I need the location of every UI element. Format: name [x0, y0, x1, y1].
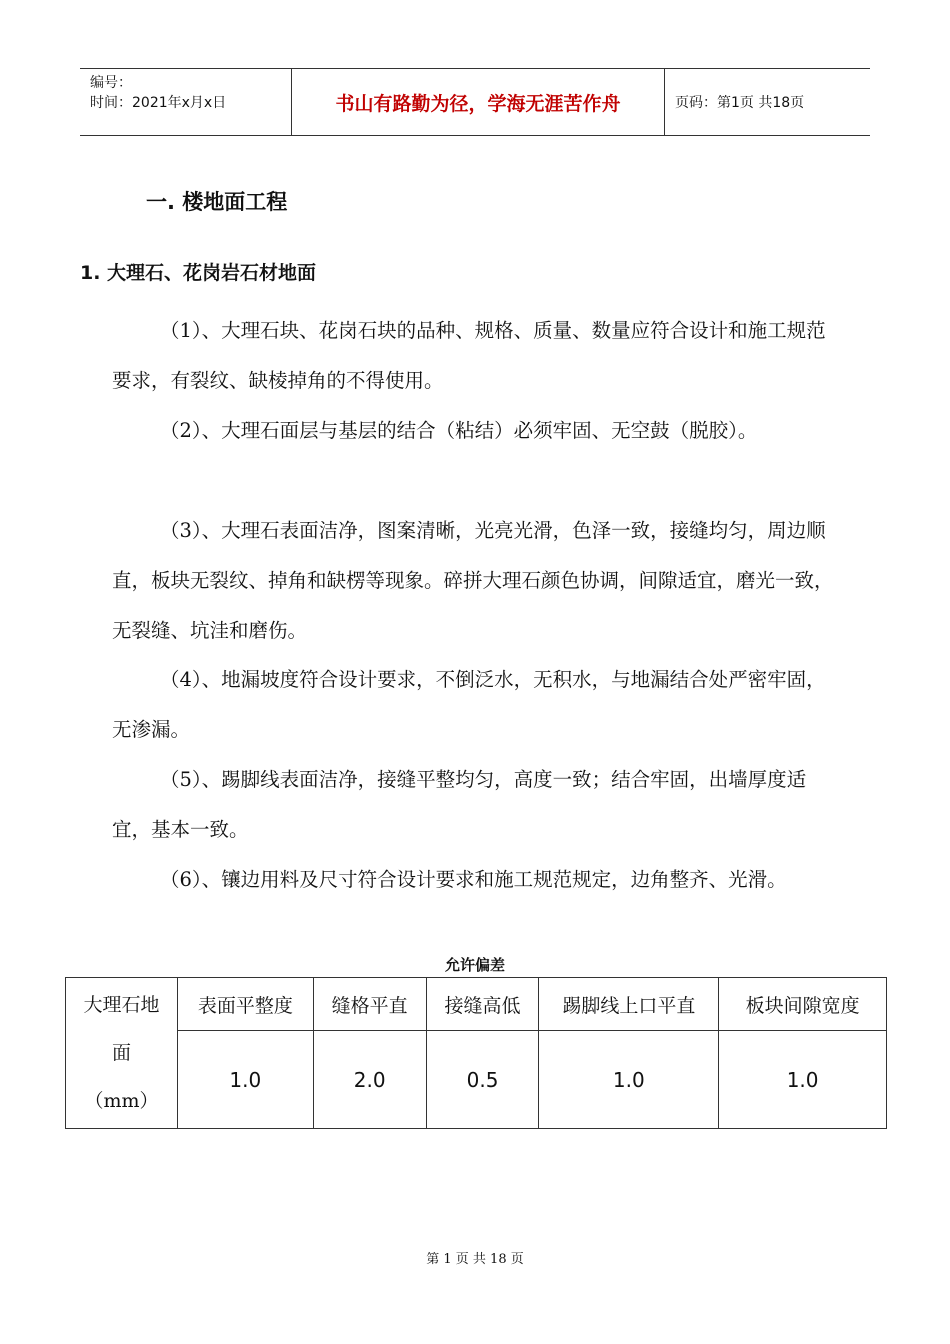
- row-header-line: 面: [111, 1042, 131, 1064]
- paragraph-2: （2）、大理石面层与基层的结合（粘结）必须牢固、无空鼓（脱胶）。: [160, 419, 758, 442]
- table-value-row: [66, 1031, 887, 1129]
- paragraph-5: （5）、踢脚线表面洁净，接缝平整均匀，高度一致；结合牢固，出墙厚度适宜，基本一致。: [112, 768, 807, 841]
- table-cell: 1.0: [719, 1031, 887, 1129]
- table-header-row: [66, 978, 887, 1031]
- paragraph-4: （4）、地漏坡度符合设计要求，不倒泛水，无积水，与地漏结合处严密牢固，无渗漏。: [112, 668, 826, 741]
- header-meta: [80, 69, 292, 136]
- column-header: 接缝高低: [426, 978, 539, 1031]
- paragraph-6: （6）、镶边用料及尺寸符合设计要求和施工规范规定，边角整齐、光滑。: [160, 868, 787, 891]
- table-cell: 1.0: [177, 1031, 313, 1129]
- time-label: 时间：2021年x月x日: [90, 95, 227, 111]
- header-motto: 书山有路勤为径，学海无涯苦作舟: [292, 69, 665, 136]
- table-cell: 0.5: [426, 1031, 539, 1129]
- row-header-line: （mm）: [84, 1090, 159, 1112]
- row-header-line: 大理石地: [83, 994, 160, 1016]
- tolerance-table: [65, 977, 887, 1129]
- paragraph-3: （3）、大理石表面洁净，图案清晰，光亮光滑，色泽一致，接缝均匀，周边顺直，板块无裂纹、掉角和缺楞等现象。碎拼大理石颜色协调，间隙适宜，磨光一致，无裂缝、坑洼和磨伤。: [112, 519, 834, 642]
- paragraph-1: （1）、大理石块、花岗石块的品种、规格、质量、数量应符合设计和施工规范要求，有裂纹、缺棱掉角的不得使用。: [112, 319, 826, 392]
- header-table: [80, 68, 870, 136]
- column-header: 踢脚线上口平直: [539, 978, 719, 1031]
- column-header: 缝格平直: [313, 978, 426, 1031]
- subsection-title: 1. 大理石、花岗岩石材地面: [80, 262, 317, 284]
- number-label: 编号：: [90, 75, 132, 91]
- row-header-cell: [66, 978, 178, 1129]
- page-footer: 第 1 页 共 18 页: [426, 1252, 524, 1267]
- table-caption: 允许偏差: [444, 956, 505, 974]
- column-header: 表面平整度: [177, 978, 313, 1031]
- section-title: 一. 楼地面工程: [146, 190, 288, 214]
- header-page-info: 页码：第1页 共18页: [665, 69, 871, 136]
- table-cell: 2.0: [313, 1031, 426, 1129]
- table-cell: 1.0: [539, 1031, 719, 1129]
- column-header: 板块间隙宽度: [719, 978, 887, 1031]
